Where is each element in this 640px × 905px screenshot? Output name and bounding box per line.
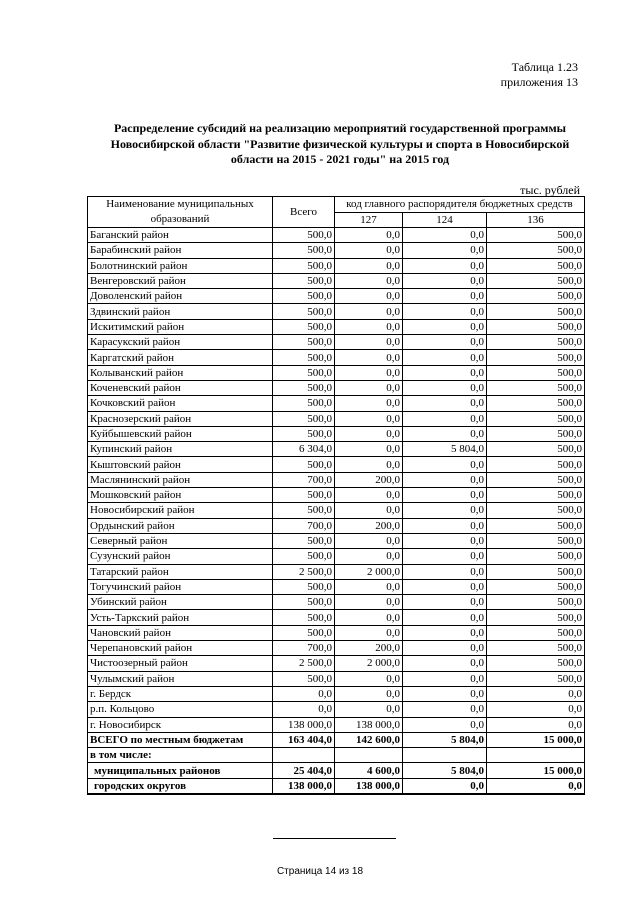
cell-code-127: 0,0 <box>335 335 403 350</box>
cell-name: Татарский район <box>88 564 273 579</box>
cell-code-127: 0,0 <box>335 579 403 594</box>
cell-name: Куйбышевский район <box>88 426 273 441</box>
cell-code-136: 500,0 <box>487 595 585 610</box>
cell-code-124: 0,0 <box>403 671 487 686</box>
cell-code-136: 500,0 <box>487 579 585 594</box>
cell-total: 500,0 <box>273 365 335 380</box>
cell-name: Мошковский район <box>88 488 273 503</box>
cell-code-124: 0,0 <box>403 518 487 533</box>
empty-cell <box>335 748 403 763</box>
cell-code-127: 0,0 <box>335 533 403 548</box>
cell-code-127: 200,0 <box>335 641 403 656</box>
table-row <box>88 503 585 518</box>
cell-name: Каргатский район <box>88 350 273 365</box>
table-row <box>88 671 585 686</box>
cell-code-127: 0,0 <box>335 319 403 334</box>
cell-total: 500,0 <box>273 579 335 594</box>
cell-code-136: 500,0 <box>487 350 585 365</box>
table-row <box>88 350 585 365</box>
cell-code-124: 0,0 <box>403 350 487 365</box>
cell-code-127: 0,0 <box>335 228 403 243</box>
table-row <box>88 243 585 258</box>
cell-code-136: 500,0 <box>487 625 585 640</box>
cell-code-127: 0,0 <box>335 442 403 457</box>
cell-total: 500,0 <box>273 289 335 304</box>
empty-cell <box>273 748 335 763</box>
cell-code-124: 0,0 <box>403 380 487 395</box>
cell-code-136: 500,0 <box>487 304 585 319</box>
cell-code-124: 0,0 <box>403 595 487 610</box>
table-row <box>88 595 585 610</box>
cell-code-124: 0,0 <box>403 304 487 319</box>
cell-code-136: 500,0 <box>487 380 585 395</box>
cell-code-127: 0,0 <box>335 258 403 273</box>
table-row <box>88 426 585 441</box>
cell-code-127: 200,0 <box>335 472 403 487</box>
table-row <box>88 472 585 487</box>
cell-name: Чулымский район <box>88 671 273 686</box>
table-row <box>88 457 585 472</box>
cell-code-127: 0,0 <box>335 503 403 518</box>
column-header-code-136: 136 <box>487 212 585 228</box>
cell-name: Чановский район <box>88 625 273 640</box>
cell-total: 138 000,0 <box>273 717 335 732</box>
table-row <box>88 365 585 380</box>
units-label: тыс. рублей <box>520 183 580 197</box>
cell-total: 500,0 <box>273 549 335 564</box>
title-line-1: Распределение субсидий на реализацию мероприятий государственной программы <box>113 121 567 135</box>
cell-name: Усть-Таркский район <box>88 610 273 625</box>
cell-code-124: 0,0 <box>403 426 487 441</box>
cell-name: Болотнинский район <box>88 258 273 273</box>
column-header-name: Наименование муниципальных образований <box>88 197 273 228</box>
cell-code-127: 0,0 <box>335 289 403 304</box>
footer-divider <box>273 838 396 839</box>
cell-total: 700,0 <box>273 641 335 656</box>
table-row <box>88 702 585 717</box>
cell-code-124: 0,0 <box>403 503 487 518</box>
cell-total: 500,0 <box>273 488 335 503</box>
cell-code-136: 0,0 <box>487 686 585 701</box>
cell-code-136: 15 000,0 <box>487 763 585 778</box>
cell-code-136: 500,0 <box>487 411 585 426</box>
cell-name: Черепановский район <box>88 641 273 656</box>
including-row <box>88 748 585 763</box>
cell-name: Кыштовский район <box>88 457 273 472</box>
cell-code-127: 2 000,0 <box>335 656 403 671</box>
cell-code-127: 0,0 <box>335 457 403 472</box>
cell-name: Ордынский район <box>88 518 273 533</box>
cell-total: 700,0 <box>273 518 335 533</box>
cell-total: 500,0 <box>273 228 335 243</box>
cell-code-136: 500,0 <box>487 533 585 548</box>
table-row <box>88 686 585 701</box>
table-row <box>88 549 585 564</box>
cell-total: 163 404,0 <box>273 732 335 747</box>
cell-code-127: 0,0 <box>335 411 403 426</box>
cell-code-124: 0,0 <box>403 579 487 594</box>
cell-code-124: 0,0 <box>403 396 487 411</box>
cell-name: муниципальных районов <box>88 763 273 778</box>
cell-code-127: 142 600,0 <box>335 732 403 747</box>
cell-total: 500,0 <box>273 457 335 472</box>
cell-name: Венгеровский район <box>88 273 273 288</box>
cell-name: Колыванский район <box>88 365 273 380</box>
cell-code-127: 0,0 <box>335 396 403 411</box>
column-header-code-124: 124 <box>403 212 487 228</box>
cell-total: 0,0 <box>273 702 335 717</box>
page-number: Страница 14 из 18 <box>276 866 364 877</box>
cell-code-124: 0,0 <box>403 533 487 548</box>
cell-name: Купинский район <box>88 442 273 457</box>
cell-code-136: 500,0 <box>487 518 585 533</box>
table-number: Таблица 1.23 <box>511 60 578 74</box>
cell-total: 500,0 <box>273 396 335 411</box>
cell-code-127: 0,0 <box>335 595 403 610</box>
cell-name: г. Новосибирск <box>88 717 273 732</box>
cell-code-127: 0,0 <box>335 549 403 564</box>
cell-code-127: 0,0 <box>335 380 403 395</box>
cell-code-136: 500,0 <box>487 656 585 671</box>
column-header-total: Всего <box>273 197 335 228</box>
cell-name: Чистоозерный район <box>88 656 273 671</box>
table-row <box>88 258 585 273</box>
cell-total: 500,0 <box>273 380 335 395</box>
cell-code-136: 0,0 <box>487 778 585 794</box>
cell-code-124: 0,0 <box>403 457 487 472</box>
title-line-3: области на 2015 - 2021 годы" на 2015 год <box>230 152 450 166</box>
appendix-number: приложения 13 <box>500 75 578 89</box>
cell-code-127: 0,0 <box>335 243 403 258</box>
table-row <box>88 518 585 533</box>
cell-name: ВСЕГО по местным бюджетам <box>88 732 273 747</box>
cell-name: Тогучинский район <box>88 579 273 594</box>
table-row <box>88 396 585 411</box>
cell-code-124: 0,0 <box>403 564 487 579</box>
cell-code-136: 500,0 <box>487 671 585 686</box>
cell-code-136: 500,0 <box>487 457 585 472</box>
table-row <box>88 273 585 288</box>
cell-code-136: 500,0 <box>487 243 585 258</box>
cell-code-124: 0,0 <box>403 472 487 487</box>
cell-code-127: 0,0 <box>335 488 403 503</box>
cell-total: 500,0 <box>273 350 335 365</box>
cell-code-124: 0,0 <box>403 243 487 258</box>
cell-total: 500,0 <box>273 304 335 319</box>
table-row <box>88 442 585 457</box>
cell-code-127: 0,0 <box>335 350 403 365</box>
cell-code-136: 500,0 <box>487 472 585 487</box>
cell-code-136: 500,0 <box>487 503 585 518</box>
cell-code-136: 500,0 <box>487 289 585 304</box>
total-row <box>88 732 585 747</box>
table-row <box>88 380 585 395</box>
cell-code-124: 5 804,0 <box>403 442 487 457</box>
cell-code-124: 0,0 <box>403 228 487 243</box>
cell-name: городских округов <box>88 778 273 794</box>
table-row <box>88 641 585 656</box>
cell-code-127: 0,0 <box>335 610 403 625</box>
subtotal-districts-row <box>88 763 585 778</box>
empty-cell <box>403 748 487 763</box>
cell-code-127: 0,0 <box>335 365 403 380</box>
table-row <box>88 289 585 304</box>
cell-code-127: 0,0 <box>335 686 403 701</box>
cell-total: 0,0 <box>273 686 335 701</box>
cell-code-127: 0,0 <box>335 273 403 288</box>
cell-code-136: 0,0 <box>487 702 585 717</box>
cell-code-124: 0,0 <box>403 610 487 625</box>
cell-total: 500,0 <box>273 243 335 258</box>
cell-code-124: 0,0 <box>403 656 487 671</box>
cell-code-136: 500,0 <box>487 442 585 457</box>
cell-total: 500,0 <box>273 273 335 288</box>
cell-name: Северный район <box>88 533 273 548</box>
cell-name: р.п. Кольцово <box>88 702 273 717</box>
cell-total: 2 500,0 <box>273 564 335 579</box>
cell-code-124: 0,0 <box>403 273 487 288</box>
cell-name: Убинский район <box>88 595 273 610</box>
cell-name: Здвинский район <box>88 304 273 319</box>
cell-name: Доволенский район <box>88 289 273 304</box>
cell-total: 500,0 <box>273 625 335 640</box>
table-row <box>88 625 585 640</box>
cell-code-124: 0,0 <box>403 289 487 304</box>
cell-code-124: 0,0 <box>403 702 487 717</box>
cell-code-127: 0,0 <box>335 625 403 640</box>
cell-code-124: 5 804,0 <box>403 732 487 747</box>
cell-total: 500,0 <box>273 426 335 441</box>
cell-code-136: 500,0 <box>487 319 585 334</box>
cell-name: Кочковский район <box>88 396 273 411</box>
cell-total: 500,0 <box>273 595 335 610</box>
cell-code-136: 500,0 <box>487 273 585 288</box>
cell-total: 500,0 <box>273 671 335 686</box>
cell-code-124: 0,0 <box>403 319 487 334</box>
cell-code-136: 500,0 <box>487 641 585 656</box>
including-label: в том числе: <box>88 748 273 763</box>
cell-code-136: 500,0 <box>487 335 585 350</box>
cell-total: 2 500,0 <box>273 656 335 671</box>
cell-code-136: 500,0 <box>487 549 585 564</box>
table-row <box>88 579 585 594</box>
cell-name: Маслянинский район <box>88 472 273 487</box>
subtotal-cities-row <box>88 778 585 794</box>
cell-code-136: 500,0 <box>487 396 585 411</box>
cell-code-136: 500,0 <box>487 488 585 503</box>
cell-total: 500,0 <box>273 503 335 518</box>
table-row <box>88 304 585 319</box>
table-row <box>88 610 585 625</box>
cell-code-136: 500,0 <box>487 426 585 441</box>
cell-total: 500,0 <box>273 335 335 350</box>
cell-total: 500,0 <box>273 319 335 334</box>
cell-name: Краснозерский район <box>88 411 273 426</box>
cell-code-127: 138 000,0 <box>335 717 403 732</box>
table-row <box>88 533 585 548</box>
cell-name: г. Бердск <box>88 686 273 701</box>
cell-name: Искитимский район <box>88 319 273 334</box>
cell-code-127: 4 600,0 <box>335 763 403 778</box>
cell-code-124: 0,0 <box>403 641 487 656</box>
cell-code-136: 500,0 <box>487 258 585 273</box>
cell-total: 500,0 <box>273 411 335 426</box>
cell-code-136: 500,0 <box>487 610 585 625</box>
cell-code-127: 200,0 <box>335 518 403 533</box>
title-line-2: Новосибирской области "Развитие физической культуры и спорта в Новосибирской <box>110 136 570 151</box>
cell-code-124: 0,0 <box>403 365 487 380</box>
cell-code-124: 0,0 <box>403 625 487 640</box>
cell-code-136: 500,0 <box>487 564 585 579</box>
cell-code-136: 500,0 <box>487 228 585 243</box>
column-header-group: код главного распорядителя бюджетных средств <box>335 197 585 213</box>
header-row-1 <box>88 197 585 213</box>
cell-code-127: 0,0 <box>335 304 403 319</box>
subsidy-table <box>87 196 585 795</box>
column-header-code-127: 127 <box>335 212 403 228</box>
cell-code-127: 0,0 <box>335 426 403 441</box>
cell-name: Баганский район <box>88 228 273 243</box>
cell-code-124: 0,0 <box>403 549 487 564</box>
cell-total: 500,0 <box>273 533 335 548</box>
table-row <box>88 411 585 426</box>
cell-total: 6 304,0 <box>273 442 335 457</box>
table-reference <box>501 60 578 90</box>
cell-code-124: 0,0 <box>403 488 487 503</box>
cell-name: Коченевский район <box>88 380 273 395</box>
table-row <box>88 564 585 579</box>
table-body <box>88 228 585 794</box>
cell-name: Сузунский район <box>88 549 273 564</box>
cell-code-136: 0,0 <box>487 717 585 732</box>
cell-name: Карасукский район <box>88 335 273 350</box>
table-row <box>88 319 585 334</box>
table-row <box>88 335 585 350</box>
cell-total: 700,0 <box>273 472 335 487</box>
table-row <box>88 717 585 732</box>
cell-code-124: 0,0 <box>403 686 487 701</box>
cell-total: 500,0 <box>273 610 335 625</box>
cell-code-136: 500,0 <box>487 365 585 380</box>
cell-code-136: 15 000,0 <box>487 732 585 747</box>
cell-code-124: 5 804,0 <box>403 763 487 778</box>
cell-code-124: 0,0 <box>403 258 487 273</box>
cell-code-124: 0,0 <box>403 411 487 426</box>
cell-total: 25 404,0 <box>273 763 335 778</box>
table-row <box>88 656 585 671</box>
cell-total: 500,0 <box>273 258 335 273</box>
table-row <box>88 488 585 503</box>
cell-name: Новосибирский район <box>88 503 273 518</box>
cell-code-127: 0,0 <box>335 671 403 686</box>
cell-code-124: 0,0 <box>403 778 487 794</box>
cell-code-127: 138 000,0 <box>335 778 403 794</box>
cell-code-127: 2 000,0 <box>335 564 403 579</box>
document-title <box>92 121 588 168</box>
cell-name: Барабинский район <box>88 243 273 258</box>
table-row <box>88 228 585 243</box>
cell-code-124: 0,0 <box>403 335 487 350</box>
cell-code-124: 0,0 <box>403 717 487 732</box>
cell-code-127: 0,0 <box>335 702 403 717</box>
empty-cell <box>487 748 585 763</box>
cell-total: 138 000,0 <box>273 778 335 794</box>
